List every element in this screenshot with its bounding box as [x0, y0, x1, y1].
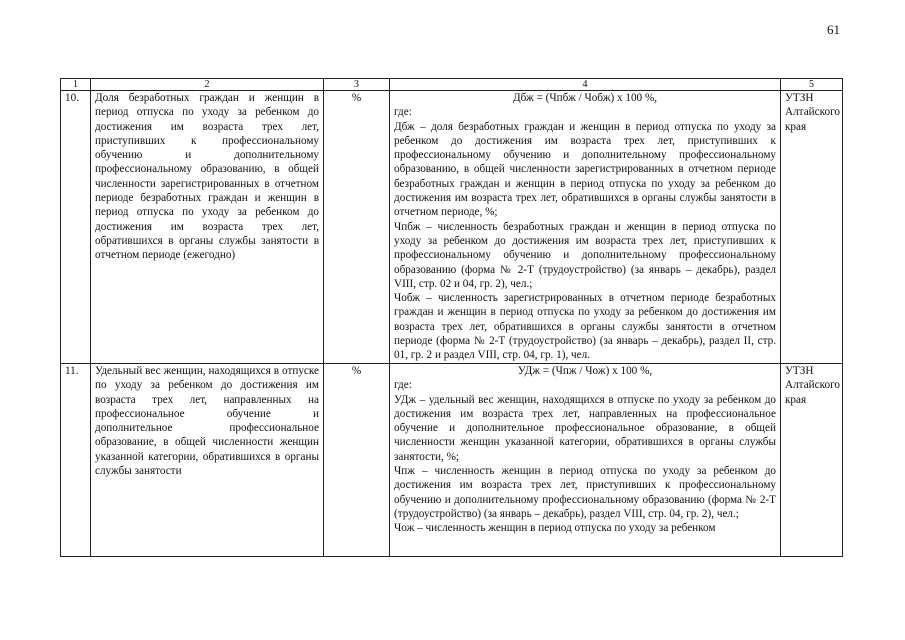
- method-line: где:: [394, 106, 412, 119]
- method-line: где:: [394, 379, 412, 392]
- column-header: 1: [61, 79, 91, 91]
- method-line: Чпбж – численность безработных граждан и женщин в период отпуска по уходу за ребенком до достижения им возраста трех лет, приступивших к профессиональному обучению и дополнительному профессиональному образованию (форма № 2-Т (трудоустройство) (за январь – декабрь), раздел VIII, стр. 02 и 04, гр. 2), чел.;: [394, 220, 776, 290]
- column-header: 4: [390, 79, 781, 91]
- indicator-name: Доля безработных граждан и женщин в период отпуска по уходу за ребенком до достижения им возраста трех лет, приступивших к профессиональному обучению и дополнительному профессиональному образованию, в общей численности зарегистрированных в отчетном периоде безработных граждан и женщин в период отпуска по уходу за ребенком до достижения им возраста трех лет, обратившихся в органы службы занятости в отчетном периоде (ежегодно): [91, 91, 324, 364]
- indicators-table: [60, 78, 843, 557]
- page-number: 61: [827, 22, 840, 37]
- column-header: 3: [324, 79, 390, 91]
- row-number: 10.: [61, 91, 91, 364]
- table-row: [61, 91, 843, 364]
- method-line: Чож – численность женщин в период отпуска по уходу за ребенком: [394, 522, 716, 535]
- formula: Дбж = (Чпбж / Чобж) х 100 %,: [512, 92, 658, 104]
- method-line: Дбж – доля безработных граждан и женщин в период отпуска по уходу за ребенком до достижения им возраста трех лет, приступивших к профессиональному обучению и дополнительному профессиональному образованию, в общей численности зарегистрированных в отчетном периоде безработных граждан и женщин в период отпуска по уходу за ребенком до достижения им возраста трех лет, обратившихся в органы службы занятости в отчетном периоде, %;: [394, 120, 776, 219]
- calculation-method: [390, 91, 781, 364]
- column-header: 2: [91, 79, 324, 91]
- unit-of-measure: %: [324, 364, 390, 557]
- unit-of-measure: %: [324, 91, 390, 364]
- column-header: 5: [781, 79, 843, 91]
- method-line: Чобж – численность зарегистрированных в отчетном периоде безработных граждан и женщин в период отпуска по уходу за ребенком до достижения им возраста трех лет, обратившихся в органы службы занятости в отчетном периоде (форма № 2-Т (трудоустройство) (за январь – декабрь), раздел II, стр. 01, гр. 2 и раздел VIII, стр. 04, гр. 1), чел.: [394, 292, 776, 362]
- formula: УДж = (Чпж / Чож) х 100 %,: [517, 365, 653, 377]
- responsible-body: УТЗН Алтайского края: [781, 364, 843, 557]
- row-number: 11.: [61, 364, 91, 557]
- method-line: Чпж – численность женщин в период отпуска по уходу за ребенком до достижения им возраста трех лет, приступивших к профессиональному обучению и дополнительному профессиональному образованию (форма № 2-Т (трудоустройство) (за январь – декабрь), раздел VIII, стр. 04, гр. 2), чел.;: [394, 465, 776, 520]
- calculation-method: [390, 364, 781, 557]
- table-row: [61, 364, 843, 557]
- table-header-row: [61, 79, 843, 91]
- responsible-body: УТЗН Алтайского края: [781, 91, 843, 364]
- method-line: УДж – удельный вес женщин, находящихся в отпуске по уходу за ребенком до достижения им возраста трех лет, направленных на профессиональное обучение и дополнительное профессиональное образование, в общей численности женщин указанной категории, обратившихся в органы службы занятости, %;: [394, 393, 776, 463]
- indicator-name: Удельный вес женщин, находящихся в отпуске по уходу за ребенком до достижения им возраста трех лет, направленных на профессиональное обучение и дополнительное профессиональное образование, в общей численности женщин указанной категории, обратившихся в органы службы занятости: [91, 364, 324, 557]
